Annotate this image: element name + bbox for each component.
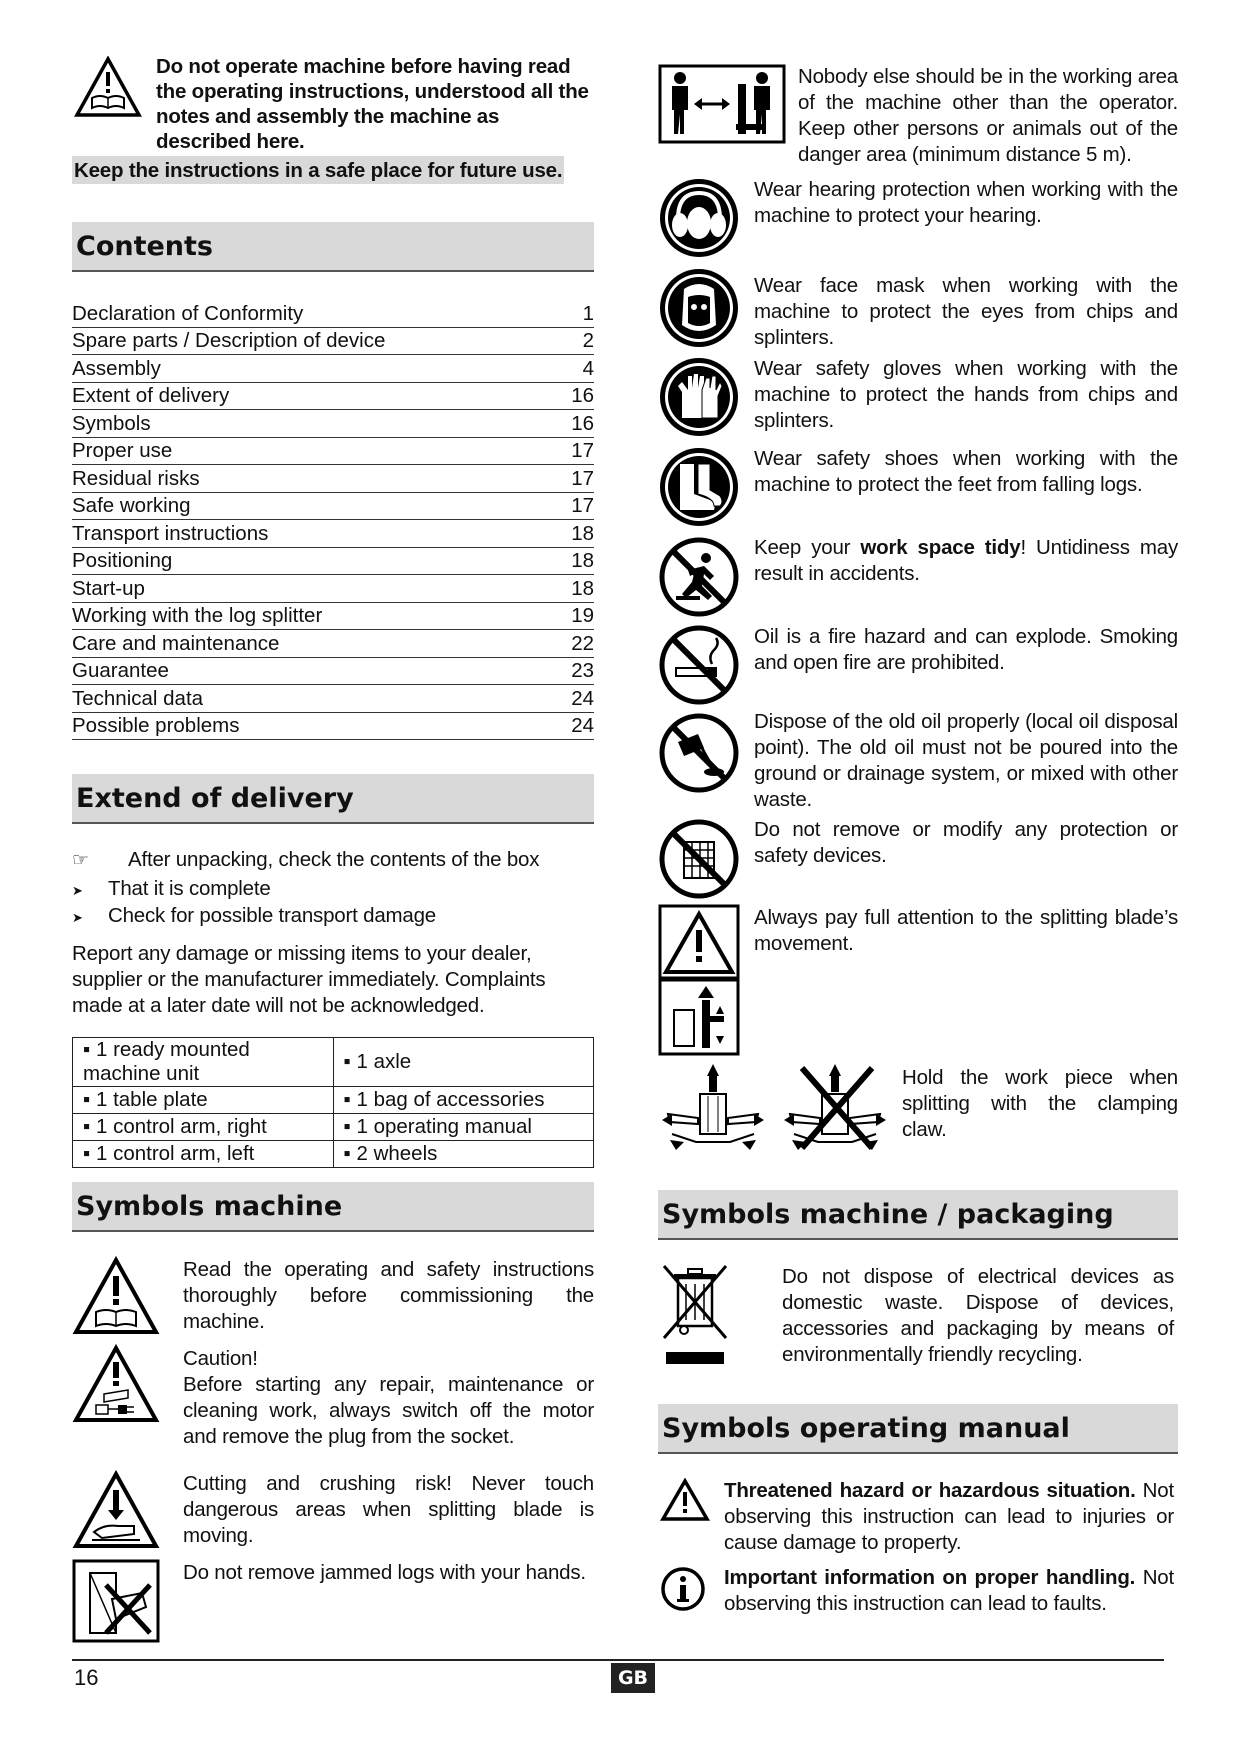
no-hands-jammed-log-icon <box>72 1559 160 1643</box>
toc-row <box>72 438 594 466</box>
tidy-text-pre: Keep your <box>754 536 861 559</box>
toc-row <box>72 575 594 603</box>
delivery-table-row <box>73 1087 594 1114</box>
square-bullet-icon: ▪ <box>83 1142 96 1165</box>
toc-row <box>72 658 594 686</box>
toc-page: 16 <box>571 384 594 407</box>
packaging-heading: Symbols machine / packaging <box>658 1190 1178 1240</box>
contents-heading: Contents <box>72 222 594 272</box>
delivery-item-text: 1 operating manual <box>356 1115 532 1138</box>
toc-page: 18 <box>571 549 594 572</box>
delivery-bullet <box>72 876 594 904</box>
toc-row <box>72 548 594 576</box>
safety-shoes-text: Wear safety shoes when working with the machine to protect the feet from falling logs. <box>754 447 1178 496</box>
delivery-table-row <box>73 1114 594 1141</box>
toc-page: 18 <box>571 521 594 545</box>
no-smoking-icon <box>658 624 740 706</box>
keep-instructions-text: Keep the instructions in a safe place for future use. <box>72 156 564 184</box>
toc-label: Safe working <box>72 494 191 517</box>
toc-page: 22 <box>571 631 594 655</box>
jammed-text: Do not remove jammed logs with your hands. <box>183 1561 586 1584</box>
hand-note <box>72 847 594 873</box>
no-smoking-text: Oil is a fire hazard and can explode. Smoking and open fire are prohibited. <box>754 625 1178 674</box>
tidy-text-post: ! Untidiness may result in accidents. <box>754 536 1178 585</box>
keep-distance-icon <box>658 64 786 144</box>
delivery-heading: Extend of delivery <box>72 774 594 824</box>
hazard-triangle-icon <box>660 1478 710 1522</box>
delivery-bullet-text: Check for possible transport damage <box>108 904 437 927</box>
toc-row <box>72 520 594 548</box>
safety-shoes-icon <box>658 446 740 528</box>
delivery-bullet <box>72 903 594 931</box>
symbols-machine-heading: Symbols machine <box>72 1182 594 1232</box>
no-untidy-workspace-icon <box>658 536 740 618</box>
delivery-item-text: 1 control arm, right <box>95 1115 267 1138</box>
toc-page: 1 <box>582 301 594 325</box>
caution-title: Caution! <box>183 1347 258 1370</box>
hazard-text-bold: Threatened hazard or hazardous situation. <box>724 1479 1136 1502</box>
face-mask-icon <box>658 267 740 349</box>
hazard-text-body: Not observing this instruction can lead to injuries or cause damage to property. <box>724 1479 1174 1554</box>
info-text-bold: Important information on proper handling. <box>724 1566 1136 1589</box>
delivery-table-cell <box>73 1141 334 1168</box>
toc-label: Extent of delivery <box>72 384 230 407</box>
toc-row <box>72 328 594 356</box>
hold-workpiece-wrong-icon <box>780 1062 890 1152</box>
delivery-item-text: 2 wheels <box>356 1142 438 1165</box>
delivery-table-row <box>73 1141 594 1168</box>
toc-page: 17 <box>571 439 594 462</box>
toc-row <box>72 410 594 438</box>
toc-row <box>72 355 594 383</box>
hazard-text <box>724 1478 1174 1556</box>
toc-row <box>72 713 594 741</box>
info-circle-icon <box>660 1566 706 1612</box>
pointing-hand-icon: ☞ <box>72 849 89 871</box>
delivery-table-cell <box>333 1087 594 1114</box>
toc-page: 23 <box>571 659 594 682</box>
toc-page: 24 <box>571 714 594 737</box>
toc-label: Spare parts / Description of device <box>72 329 386 352</box>
toc-row <box>72 465 594 493</box>
toc-page: 17 <box>571 466 594 490</box>
toc-row <box>72 630 594 658</box>
toc-page: 16 <box>571 411 594 435</box>
toc-page: 17 <box>571 494 594 517</box>
arrow-bullet-icon: ➤ <box>72 883 83 898</box>
read-manual-text: Read the operating and safety instructions thoroughly before commissioning the machine. <box>183 1258 594 1333</box>
warning-read-manual-icon <box>74 56 142 118</box>
toc-label: Working with the log splitter <box>72 604 323 627</box>
hold-workpiece-correct-icon <box>658 1062 768 1152</box>
keep-distance-text: Nobody else should be in the working area of the machine other than the operator. Keep other persons or animals out of the danger area (minimum distance 5 m). <box>798 65 1178 166</box>
square-bullet-icon: ▪ <box>343 1088 357 1111</box>
hearing-protection-icon <box>658 177 740 259</box>
toc-page: 18 <box>571 576 594 600</box>
safety-gloves-text: Wear safety gloves when working with the machine to protect the hands from chips and splinters. <box>754 357 1178 432</box>
delivery-table-cell <box>73 1038 334 1087</box>
cutting-hand-icon <box>72 1470 160 1550</box>
info-text <box>724 1565 1174 1617</box>
toc-label: Assembly <box>72 356 161 380</box>
toc-row <box>72 603 594 631</box>
toc-label: Transport instructions <box>72 521 269 545</box>
caution-plug-icon <box>72 1344 160 1424</box>
packaging-text: Do not dispose of electrical devices as domestic waste. Dispose of devices, accessories and packaging by means of environmentally friendly recycling. <box>782 1265 1174 1366</box>
footer-rule <box>72 1659 1164 1661</box>
delivery-item-text: 1 bag of accessories <box>356 1088 545 1111</box>
delivery-item-text: 1 control arm, left <box>95 1142 255 1165</box>
toc-label: Technical data <box>72 686 204 710</box>
delivery-table-cell <box>73 1114 334 1141</box>
delivery-item-text: 1 ready mounted machine unit <box>83 1038 250 1085</box>
toc-label: Declaration of Conformity <box>72 301 304 325</box>
intro-warning-text: Do not operate machine before having read the operating instructions, understood all the notes and assembly the machine as described here. <box>156 55 589 153</box>
page-number: 16 <box>74 1665 99 1690</box>
toc-row <box>72 685 594 713</box>
toc-row <box>72 300 594 328</box>
delivery-bullet-text: That it is complete <box>108 877 271 900</box>
toc-label: Care and maintenance <box>72 631 280 655</box>
square-bullet-icon: ▪ <box>343 1142 357 1165</box>
delivery-table-cell <box>73 1087 334 1114</box>
delivery-item-text: 1 axle <box>356 1050 412 1073</box>
blade-text: Always pay full attention to the splitting blade’s movement. <box>754 906 1178 955</box>
toc-label: Positioning <box>72 549 173 572</box>
oil-dispose-text: Dispose of the old oil properly (local oil disposal point). The old oil must not be poured into the ground or drainage system, or mixed with other waste. <box>754 710 1178 811</box>
hold-workpiece-text: Hold the work piece when splitting with the clamping claw. <box>902 1066 1178 1141</box>
toc-label: Proper use <box>72 439 173 462</box>
delivery-table-row <box>73 1038 594 1087</box>
cutting-text: Cutting and crushing risk! Never touch dangerous areas when splitting blade is moving. <box>183 1472 594 1547</box>
toc-page: 4 <box>582 356 594 380</box>
tidy-text <box>754 535 1178 587</box>
square-bullet-icon: ▪ <box>83 1038 96 1061</box>
square-bullet-icon: ▪ <box>343 1050 357 1073</box>
delivery-table-cell <box>333 1038 594 1087</box>
toc-label: Residual risks <box>72 466 200 490</box>
info-text-body: Not observing this instruction can lead to faults. <box>724 1566 1174 1615</box>
arrow-bullet-icon: ➤ <box>72 910 83 925</box>
hearing-protection-text: Wear hearing protection when working with the machine to protect your hearing. <box>754 178 1178 227</box>
tidy-text-bold: work space tidy <box>860 536 1021 559</box>
delivery-table-cell <box>333 1141 594 1168</box>
read-manual-icon <box>72 1256 160 1336</box>
toc-row <box>72 493 594 521</box>
delivery-item-text: 1 table plate <box>95 1088 208 1111</box>
delivery-table <box>72 1037 594 1168</box>
square-bullet-icon: ▪ <box>83 1115 96 1138</box>
delivery-report-text: Report any damage or missing items to your dealer, supplier or the manufacturer immediately. Complaints made at a later date will not be acknowledged. <box>72 942 546 1017</box>
no-remove-protection-icon <box>658 818 740 900</box>
hand-note-text: After unpacking, check the contents of the box <box>128 848 540 871</box>
language-badge: GB <box>611 1663 655 1693</box>
face-mask-text: Wear face mask when working with the machine to protect the eyes from chips and splinters. <box>754 274 1178 349</box>
toc-label: Guarantee <box>72 659 169 682</box>
splitting-blade-warning-icon <box>658 904 740 1056</box>
square-bullet-icon: ▪ <box>83 1088 96 1111</box>
caution-text: Before starting any repair, maintenance or cleaning work, always switch off the motor and remove the plug from the socket. <box>183 1373 594 1448</box>
toc-page: 24 <box>571 686 594 710</box>
toc-row <box>72 383 594 411</box>
weee-crossed-bin-icon <box>660 1264 732 1368</box>
square-bullet-icon: ▪ <box>343 1115 357 1138</box>
manual-heading: Symbols operating manual <box>658 1404 1178 1454</box>
toc-label: Possible problems <box>72 714 240 737</box>
toc-page: 19 <box>571 604 594 627</box>
toc-label: Symbols <box>72 411 151 435</box>
safety-gloves-icon <box>658 356 740 438</box>
delivery-table-cell <box>333 1114 594 1141</box>
protection-text: Do not remove or modify any protection or safety devices. <box>754 818 1178 867</box>
toc-page: 2 <box>582 329 594 352</box>
toc-label: Start-up <box>72 576 145 600</box>
no-oil-pouring-icon <box>658 712 740 794</box>
